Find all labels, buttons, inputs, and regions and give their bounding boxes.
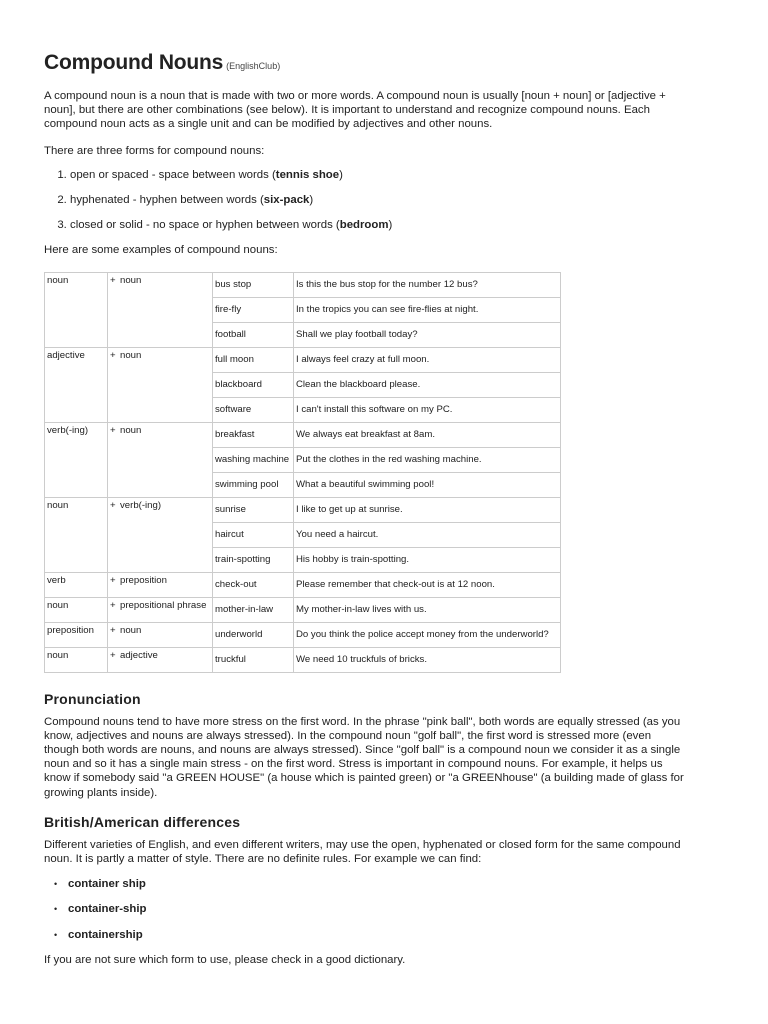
pronunciation-heading: Pronunciation	[44, 690, 141, 707]
example-sentence-cell	[294, 397, 561, 422]
pattern-second-label: preposition	[120, 574, 167, 586]
example-sentence: Please remember that check-out is at 12 noon.	[296, 578, 495, 590]
british-american-paragraph: Different varieties of English, and even different writers, may use the open, hyphenated or closed form for the same compound noun. It is partly a matter of style. There are no definite rules. For example we can find:	[44, 838, 681, 866]
example-sentence: In the tropics you can see fire-flies at night.	[296, 303, 479, 315]
example-sentence-cell	[294, 297, 561, 322]
table-row	[45, 572, 561, 597]
pattern-second-label: noun	[120, 349, 142, 361]
compound-word-cell	[213, 597, 294, 622]
example-sentence: You need a haircut.	[296, 528, 379, 540]
compound-word-cell	[213, 472, 294, 497]
pattern-first-cell: verb	[45, 572, 108, 597]
pattern-second-label: verb(-ing)	[120, 499, 162, 511]
pattern-second-label: prepositional phrase	[120, 599, 207, 611]
example-sentence: Put the clothes in the red washing machine.	[296, 453, 482, 465]
example-sentence-cell	[294, 597, 561, 622]
compound-word: sunrise	[215, 503, 246, 515]
compound-word: train-spotting	[215, 553, 271, 565]
source-label: (EnglishClub)	[226, 61, 281, 71]
example-sentence-cell	[294, 472, 561, 497]
plus-sign: +	[110, 599, 116, 611]
form-text: closed or solid - no space or hyphen between words (	[70, 219, 340, 232]
form-text: hyphenated - hyphen between words (	[70, 194, 264, 207]
compound-word-cell	[213, 347, 294, 372]
compound-word: breakfast	[215, 428, 255, 440]
compound-nouns-table	[44, 272, 561, 673]
forms-intro: There are three forms for compound nouns:	[44, 144, 265, 157]
compound-word-cell	[213, 647, 294, 672]
form-example: bedroom	[339, 219, 389, 232]
compound-word-cell	[213, 622, 294, 647]
pattern-second-cell	[108, 622, 213, 647]
pattern-second-label: noun	[120, 274, 142, 286]
compound-word: truckful	[215, 653, 246, 665]
list-item: • containership	[68, 928, 684, 942]
pattern-first-cell: noun	[45, 272, 108, 347]
pattern-second-cell	[108, 347, 213, 422]
compound-word: bus stop	[215, 278, 252, 290]
table-row	[45, 422, 561, 447]
pattern-second-cell	[108, 572, 213, 597]
compound-word: fire-fly	[215, 303, 242, 315]
document-body	[44, 50, 684, 967]
table-row	[45, 347, 561, 372]
form-example: tennis shoe	[275, 168, 340, 181]
example-sentence-cell	[294, 372, 561, 397]
example-sentence-cell	[294, 647, 561, 672]
list-item: • container ship	[68, 877, 684, 891]
spelling-examples-list	[44, 877, 684, 942]
compound-word-cell	[213, 322, 294, 347]
compound-word: blackboard	[215, 378, 262, 390]
example-sentence: His hobby is train-spotting.	[296, 553, 410, 565]
plus-sign: +	[110, 349, 116, 361]
list-item: • container-ship	[68, 902, 684, 916]
pattern-second-cell	[108, 597, 213, 622]
form-example: six-pack	[263, 194, 310, 207]
pattern-first-cell: adjective	[45, 347, 108, 422]
example-sentence: Clean the blackboard please.	[296, 378, 421, 390]
intro-paragraph: A compound noun is a noun that is made with two or more words. A compound noun is usually [noun + noun] or [adjective + noun], but there are other combinations (see below). It is important to understand and recognize compound nouns. Each compound noun acts as a single unit and can be modified by adjectives and other nouns.	[44, 90, 666, 131]
pattern-first-cell: noun	[45, 497, 108, 572]
title-row	[44, 50, 684, 79]
form-close: )	[388, 219, 393, 232]
example-sentence-cell	[294, 547, 561, 572]
example-sentence: I always feel crazy at full moon.	[296, 353, 430, 365]
compound-word-cell	[213, 447, 294, 472]
pattern-second-label: noun	[120, 424, 142, 436]
pattern-second-label: noun	[120, 624, 142, 636]
example-sentence-cell	[294, 572, 561, 597]
pattern-second-label: adjective	[120, 649, 158, 661]
example-sentence-cell	[294, 447, 561, 472]
pattern-second-cell	[108, 647, 213, 672]
example-sentence: I like to get up at sunrise.	[296, 503, 403, 515]
form-close: )	[339, 168, 343, 181]
compound-word: washing machine	[215, 453, 290, 465]
pattern-first-cell: preposition	[45, 622, 108, 647]
dictionary-note: If you are not sure which form to use, please check in a good dictionary.	[44, 953, 406, 966]
example-sentence-cell	[294, 422, 561, 447]
example-sentence-cell	[294, 322, 561, 347]
examples-intro: Here are some examples of compound nouns:	[44, 244, 278, 257]
table-row	[45, 647, 561, 672]
example-sentence-cell	[294, 522, 561, 547]
table-row	[45, 622, 561, 647]
pattern-first-cell: noun	[45, 647, 108, 672]
example-sentence-cell	[294, 347, 561, 372]
compound-word-cell	[213, 572, 294, 597]
example-sentence: We always eat breakfast at 8am.	[296, 428, 435, 440]
plus-sign: +	[110, 274, 116, 286]
plus-sign: +	[110, 499, 116, 511]
compound-word-cell	[213, 397, 294, 422]
table-row	[45, 497, 561, 522]
plus-sign: +	[110, 624, 116, 636]
pattern-second-cell	[108, 272, 213, 347]
compound-word-cell	[213, 422, 294, 447]
plus-sign: +	[110, 649, 116, 661]
form-close: )	[309, 194, 314, 207]
pattern-first-cell: verb(-ing)	[45, 422, 108, 497]
table-row	[45, 597, 561, 622]
example-sentence: I can't install this software on my PC.	[296, 403, 453, 415]
compound-word: football	[215, 328, 246, 340]
compound-word: haircut	[215, 528, 244, 540]
example-sentence: We need 10 truckfuls of bricks.	[296, 653, 427, 665]
example-sentence-cell	[294, 622, 561, 647]
example-sentence: Shall we play football today?	[296, 328, 418, 340]
pattern-second-cell	[108, 497, 213, 572]
compound-word: software	[215, 403, 252, 415]
example-sentence: Do you think the police accept money from the underworld?	[296, 628, 549, 640]
pattern-second-cell	[108, 422, 213, 497]
plus-sign: +	[110, 424, 116, 436]
compound-word-cell	[213, 522, 294, 547]
compound-word: full moon	[215, 353, 254, 365]
example-sentence: What a beautiful swimming pool!	[296, 478, 435, 490]
form-item-hyphenated	[70, 193, 684, 207]
pronunciation-paragraph: Compound nouns tend to have more stress on the first word. In the phrase "pink ball", both words are equally stressed (as you know, adjectives and nouns are always stressed). In the compound noun "golf ball", the first word is stressed more (even though both words are nouns, and nouns are always stressed). Since "golf ball" is a compound noun we consider it as a single noun and so it has a single main stress - on the first word. Stress is important in compound nouns. For example, it helps us know if somebody said "a GREEN HOUSE" (a house which is painted green) or "a GREENhouse" (a building made of glass for growing plants inside).	[44, 715, 684, 799]
example-sentence: My mother-in-law lives with us.	[296, 603, 427, 615]
compound-word-cell	[213, 297, 294, 322]
british-american-heading: British/American differences	[44, 813, 241, 830]
compound-word: mother-in-law	[215, 603, 274, 615]
compound-word-cell	[213, 547, 294, 572]
example-sentence-cell	[294, 497, 561, 522]
pattern-first-cell: noun	[45, 597, 108, 622]
form-item-open	[70, 168, 684, 182]
form-item-closed	[70, 218, 684, 232]
compound-word-cell	[213, 372, 294, 397]
compound-word: underworld	[215, 628, 263, 640]
example-sentence: Is this the bus stop for the number 12 bus?	[296, 278, 478, 290]
compound-word: check-out	[215, 578, 257, 590]
form-text: open or spaced - space between words (	[70, 168, 276, 181]
plus-sign: +	[110, 574, 116, 586]
example-sentence-cell	[294, 272, 561, 297]
compound-word-cell	[213, 272, 294, 297]
page-title: Compound Nouns	[44, 51, 224, 74]
compound-word-cell	[213, 497, 294, 522]
compound-word: swimming pool	[215, 478, 279, 490]
forms-list	[44, 168, 684, 233]
table-row	[45, 272, 561, 297]
